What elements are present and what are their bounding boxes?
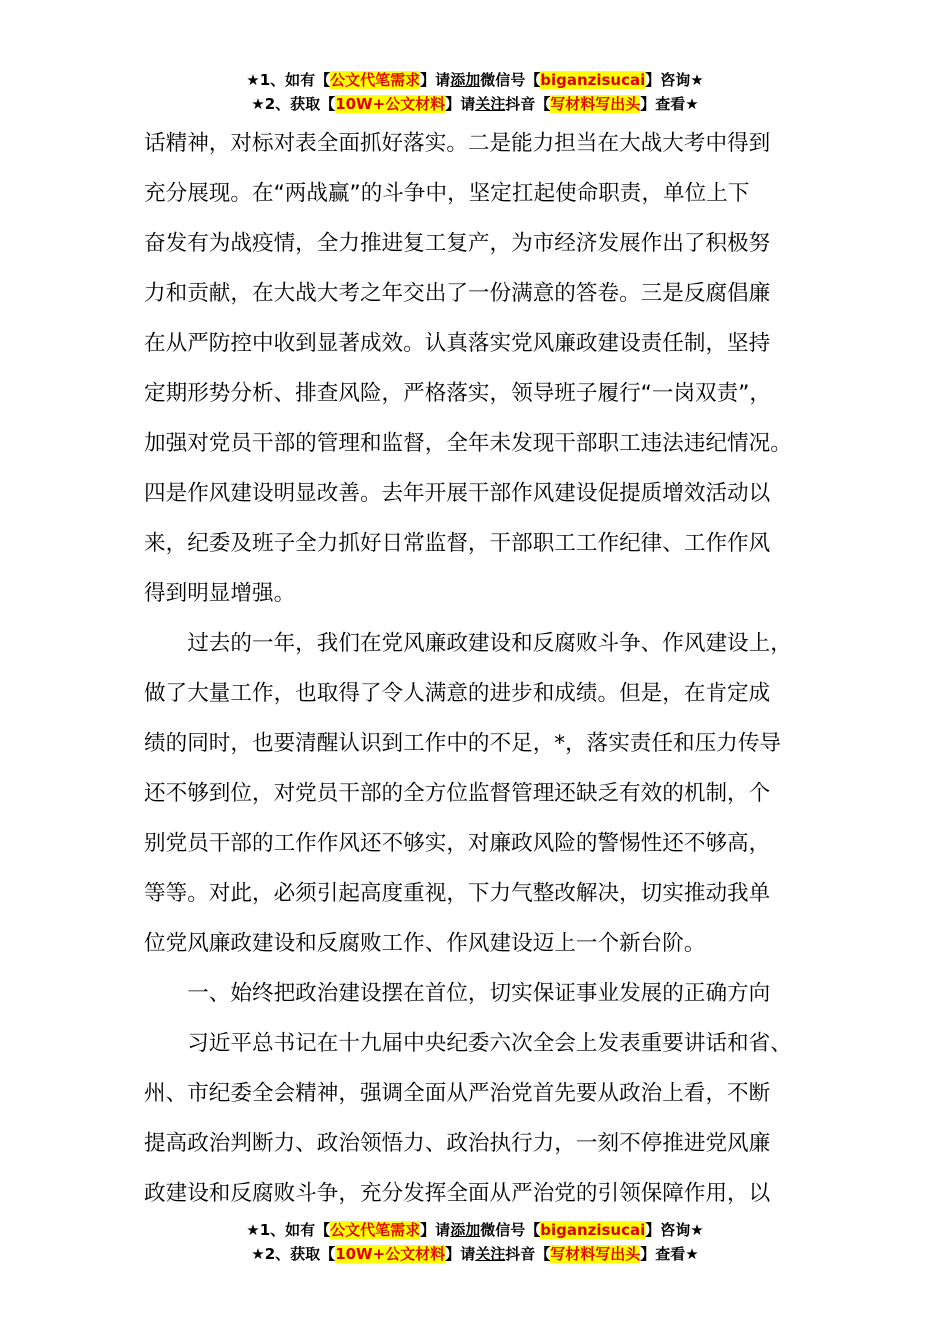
promo-underlined: 关注 <box>475 95 506 113</box>
paragraph-start-line: 过去的一年，我们在党风廉政建设和反腐败斗争、作风建设上， <box>144 631 792 656</box>
promo-text: ★1、如有【 <box>246 71 331 89</box>
promo-underlined: 添加 <box>450 1221 481 1239</box>
promo-highlight: 10W+公文材料 <box>335 1245 446 1263</box>
body-line: 在从严防控中收到显著成效。认真落实党风廉政建设责任制，坚持 <box>144 331 771 356</box>
body-line: 来，纪委及班子全力抓好日常监督，干部职工工作纪律、工作作风 <box>144 531 771 556</box>
promo-text: 】请 <box>420 71 451 89</box>
promo-text: 】查看★ <box>640 1245 699 1263</box>
body-line: 加强对党员干部的管理和监督，全年未发现干部职工违法违纪情况。 <box>144 431 792 456</box>
body-line: 力和贡献，在大战大考之年交出了一份满意的答卷。三是反腐倡廉 <box>144 281 771 306</box>
section-heading: 一、始终把政治建设摆在首位，切实保证事业发展的正确方向 <box>144 981 771 1006</box>
promo-highlight-wechat-id: biganzisucai <box>540 1221 646 1239</box>
promo-text: 】查看★ <box>640 95 699 113</box>
promo-highlight-wechat-id: biganzisucai <box>540 71 646 89</box>
promo-underlined: 添加 <box>450 71 481 89</box>
promo-line-1 <box>0 68 950 92</box>
promo-line-2 <box>0 1242 950 1266</box>
paragraph-start-line: 习近平总书记在十九届中央纪委六次全会上发表重要讲话和省、 <box>144 1031 792 1056</box>
promo-text: ★1、如有【 <box>246 1221 331 1239</box>
promo-highlight-douyin: 写材料写出头 <box>550 95 641 113</box>
body-line: 得到明显增强。 <box>144 581 296 606</box>
footer-promo-banner <box>0 1218 950 1266</box>
body-line: 提高政治判断力、政治领悟力、政治执行力，一刻不停推进党风廉 <box>144 1131 771 1156</box>
body-line: 还不够到位，对党员干部的全方位监督管理还缺乏有效的机制，个 <box>144 781 771 806</box>
body-line: 话精神，对标对表全面抓好落实。二是能力担当在大战大考中得到 <box>144 131 771 156</box>
body-line: 位党风廉政建设和反腐败工作、作风建设迈上一个新台阶。 <box>144 931 706 956</box>
promo-line-1 <box>0 1218 950 1242</box>
promo-highlight: 公文代笔需求 <box>330 1221 421 1239</box>
body-line: 等等。对此，必须引起高度重视，下力气整改解决，切实推动我单 <box>144 881 771 906</box>
body-line: 定期形势分析、排查风险，严格落实，领导班子履行“一岗双责”， <box>144 381 772 406</box>
promo-highlight-douyin: 写材料写出头 <box>550 1245 641 1263</box>
body-line: 四是作风建设明显改善。去年开展干部作风建设促提质增效活动以 <box>144 481 771 506</box>
promo-text: ★2、获取【 <box>251 1245 336 1263</box>
promo-text: 微信号【 <box>480 71 541 89</box>
body-line: 州、市纪委全会精神，强调全面从严治党首先要从政治上看，不断 <box>144 1081 771 1106</box>
promo-text: 抖音【 <box>505 1245 551 1263</box>
document-body <box>144 119 816 1219</box>
header-promo-banner <box>0 68 950 116</box>
body-line: 别党员干部的工作作风还不够实，对廉政风险的警惕性还不够高， <box>144 831 771 856</box>
body-line: 政建设和反腐败斗争，充分发挥全面从严治党的引领保障作用，以 <box>144 1181 771 1206</box>
body-line: 充分展现。在“两战赢”的斗争中，坚定扛起使命职责，单位上下 <box>144 181 750 206</box>
promo-highlight: 公文代笔需求 <box>330 71 421 89</box>
promo-text: 】请 <box>445 1245 476 1263</box>
promo-underlined: 关注 <box>475 1245 506 1263</box>
promo-text: 】请 <box>445 95 476 113</box>
promo-line-2 <box>0 92 950 116</box>
body-line: 做了大量工作，也取得了令人满意的进步和成绩。但是，在肯定成 <box>144 681 771 706</box>
body-line: 绩的同时，也要清醒认识到工作中的不足，*，落实责任和压力传导 <box>144 731 782 756</box>
promo-text: 抖音【 <box>505 95 551 113</box>
promo-text: 】咨询★ <box>645 1221 704 1239</box>
promo-text: 微信号【 <box>480 1221 541 1239</box>
promo-text: 】请 <box>420 1221 451 1239</box>
promo-text: ★2、获取【 <box>251 95 336 113</box>
promo-highlight: 10W+公文材料 <box>335 95 446 113</box>
body-line: 奋发有为战疫情，全力推进复工复产，为市经济发展作出了积极努 <box>144 231 771 256</box>
promo-text: 】咨询★ <box>645 71 704 89</box>
